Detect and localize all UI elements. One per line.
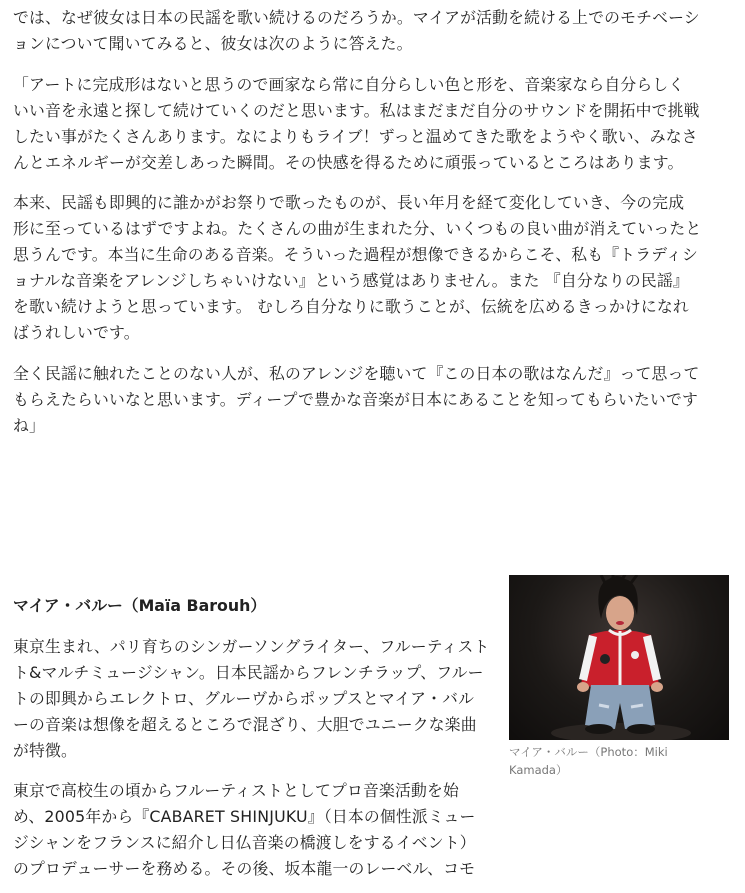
- text-line: が特徴。: [13, 741, 77, 760]
- text-line: 思うんです。本当に生命のある音楽。そういった過程が想像できるからこそ、私も『トラディシ: [13, 245, 699, 264]
- text-line: 「アートに完成形はないと思うので画家なら常に自分らしい色と形を、音楽家なら自分らしく: [13, 75, 685, 94]
- quote-paragraph: [13, 190, 701, 346]
- text-line: 全く民謡に触れたことのない人が、私のアレンジを聴いて『この日本の歌はなんだ』って思って: [13, 364, 700, 383]
- text-line: め、2005年から『CABARET SHINJUKU』（日本の個性派ミュー: [13, 807, 476, 826]
- caption-line: Kamada）: [509, 763, 568, 777]
- text-line: んとエネルギーが交差しあった瞬間。その快感を得るために頑張っているところはあります。: [13, 153, 684, 172]
- text-line: ーの音楽は想像を超えるところで混ざり、大胆でユニークな楽曲: [13, 715, 477, 734]
- artist-photo-illustration: [509, 575, 729, 740]
- profile-bio-paragraph: [13, 778, 476, 882]
- text-line: ばうれしいです。: [13, 323, 140, 342]
- text-line: いい音を永遠と探して続けていくのだと思います。私はまだまだ自分のサウンドを開拓中で挑戦: [13, 101, 700, 120]
- caption-line: マイア・バルー（Photo：Miki: [509, 745, 668, 759]
- text-line: 形に至っているはずですよね。たくさんの曲が生まれた分、いくつもの良い曲が消えていったと: [13, 219, 702, 238]
- intro-paragraph: [13, 5, 700, 57]
- artist-photo: [509, 575, 729, 740]
- photo-caption: [509, 743, 729, 779]
- quote-paragraph: [13, 361, 699, 439]
- quote-paragraph: [13, 72, 700, 176]
- text-line: 本来、民謡も即興的に誰かがお祭りで歌ったものが、長い年月を経て変化していき、今の完成: [13, 193, 685, 212]
- text-line: を歌い続けようと思っています。 むしろ自分なりに歌うことが、伝統を広めるきっかけになれ: [13, 297, 689, 316]
- text-line: では、なぜ彼女は日本の民謡を歌い続けるのだろうか。マイアが活動を続ける上でのモチベーシ: [13, 8, 700, 27]
- text-line: ョンについて聞いてみると、彼女は次のように答えた。: [13, 34, 413, 53]
- profile-bio-paragraph: [13, 634, 490, 764]
- text-line: ジシャンをフランスに紹介し日仏音楽の橋渡しをするイベント）: [13, 833, 476, 852]
- text-line: ト&マルチミュージシャン。日本民謡からフレンチラップ、フルー: [13, 663, 484, 682]
- text-line: 東京生まれ、パリ育ちのシンガーソングライター、フルーティスト: [13, 637, 490, 656]
- text-line: のプロデューサーを務める。その後、坂本龍一のレーベル、コモ: [13, 859, 476, 878]
- profile-name: マイア・バルー（Maïa Barouh）: [13, 596, 267, 615]
- text-line: ね」: [13, 416, 45, 435]
- text-line: もらえたらいいなと思います。ディープで豊かな音楽が日本にあることを知ってもらいたいです: [13, 390, 699, 409]
- text-line: ョナルな音楽をアレンジしちゃいけない』という感覚はありません。また 『自分なりの民謡』: [13, 271, 689, 290]
- text-line: 東京で高校生の頃からフルーティストとしてプロ音楽活動を始: [13, 781, 460, 800]
- text-line: トの即興からエレクトロ、グルーヴからポップスとマイア・バル: [13, 689, 475, 708]
- text-line: したい事がたくさんあります。なによりもライブ！ずっと温めてきた歌をようやく歌い、みなさ: [13, 127, 698, 146]
